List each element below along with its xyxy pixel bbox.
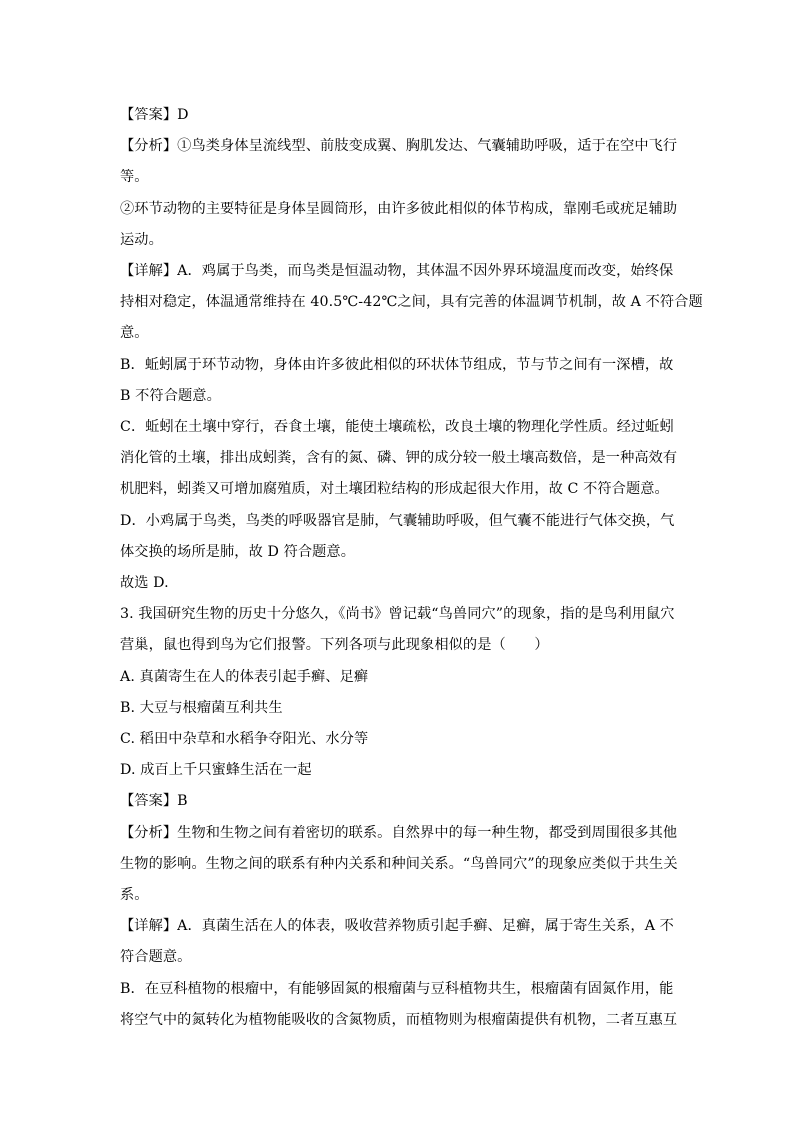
explanation-line: 意。 — [120, 325, 149, 342]
analysis-line: 【分析】①鸟类身体呈流线型、前肢变成翼、胸肌发达、气囊辅助呼吸，适于在空中飞行 — [120, 138, 678, 155]
document-page — [120, 100, 703, 1036]
explanation-line: 消化管的土壤，排出成蚓粪，含有的氮、磷、钾的成分较一般土壤高数倍，是一种高效有 — [120, 450, 678, 467]
explanation-line: B．蚯蚓属于环节动物，身体由许多彼此相似的环状体节组成，节与节之间有一深槽，故 — [120, 356, 674, 373]
explanation-line: B．在豆科植物的根瘤中，有能够固氮的根瘤菌与豆科植物共生，根瘤菌有固氮作用，能 — [120, 980, 674, 997]
answer-line: 【答案】B — [120, 793, 188, 810]
explanation-line: 符合题意。 — [120, 949, 192, 966]
explanation-line: 【详解】A．真菌生活在人的体表，吸收营养物质引起手癣、足癣，属于寄生关系，A 不 — [120, 918, 674, 935]
analysis-line: 【分析】生物和生物之间有着密切的联系。自然界中的每一种生物，都受到周围很多其他 — [120, 824, 678, 841]
question-2-answer-block — [120, 100, 703, 599]
question-stem: 3. 我国研究生物的历史十分悠久，《尚书》曾记载“鸟兽同穴”的现象，指的是鸟利用鼠穴 — [120, 606, 675, 623]
analysis-line: 生物的影响。生物之间的联系有种内关系和种间关系。“鸟兽同穴”的现象应类似于共生关 — [120, 855, 678, 872]
option-c: C. 稻田中杂草和水稻争夺阳光、水分等 — [120, 731, 369, 748]
explanation-line: 持相对稳定，体温通常维持在 40.5℃-42℃之间，具有完善的体温调节机制，故 A 不符合题 — [120, 294, 703, 311]
explanation-line: 【详解】A．鸡属于鸟类，而鸟类是恒温动物，其体温不因外界环境温度而改变，始终保 — [120, 263, 674, 280]
analysis-line: 等。 — [120, 169, 149, 186]
option-a: A. 真菌寄生在人的体表引起手癣、足癣 — [120, 668, 369, 685]
explanation-line: B 不符合题意。 — [120, 387, 221, 404]
explanation-line: 体交换的场所是肺，故 D 符合题意。 — [120, 543, 356, 560]
explanation-line: 将空气中的氮转化为植物能吸收的含氮物质，而植物则为根瘤菌提供有机物，二者互惠互 — [120, 1011, 678, 1028]
question-stem: 营巢，鼠也得到鸟为它们报警。下列各项与此现象相似的是（ ） — [120, 637, 549, 654]
question-3-block — [120, 599, 678, 1036]
answer-line: 【答案】D — [120, 107, 189, 123]
option-b: B. 大豆与根瘤菌互利共生 — [120, 699, 283, 716]
explanation-line: C．蚯蚓在土壤中穿行，吞食土壤，能使土壤疏松，改良土壤的物理化学性质。经过蚯蚓 — [120, 419, 674, 436]
explanation-line: D．小鸡属于鸟类，鸟类的呼吸器官是肺，气囊辅助呼吸，但气囊不能进行气体交换，气 — [120, 512, 675, 529]
analysis-line: 系。 — [120, 887, 149, 904]
analysis-line: 运动。 — [120, 231, 163, 248]
explanation-line: 机肥料，蚓粪又可增加腐殖质，对土壤团粒结构的形成起很大作用，故 C 不符合题意。 — [120, 481, 669, 498]
analysis-line: ②环节动物的主要特征是身体呈圆筒形，由许多彼此相似的体节构成，靠刚毛或疣足辅助 — [120, 200, 678, 217]
choice-line: 故选 D. — [120, 575, 169, 592]
option-d: D. 成百上千只蜜蜂生活在一起 — [120, 762, 312, 779]
